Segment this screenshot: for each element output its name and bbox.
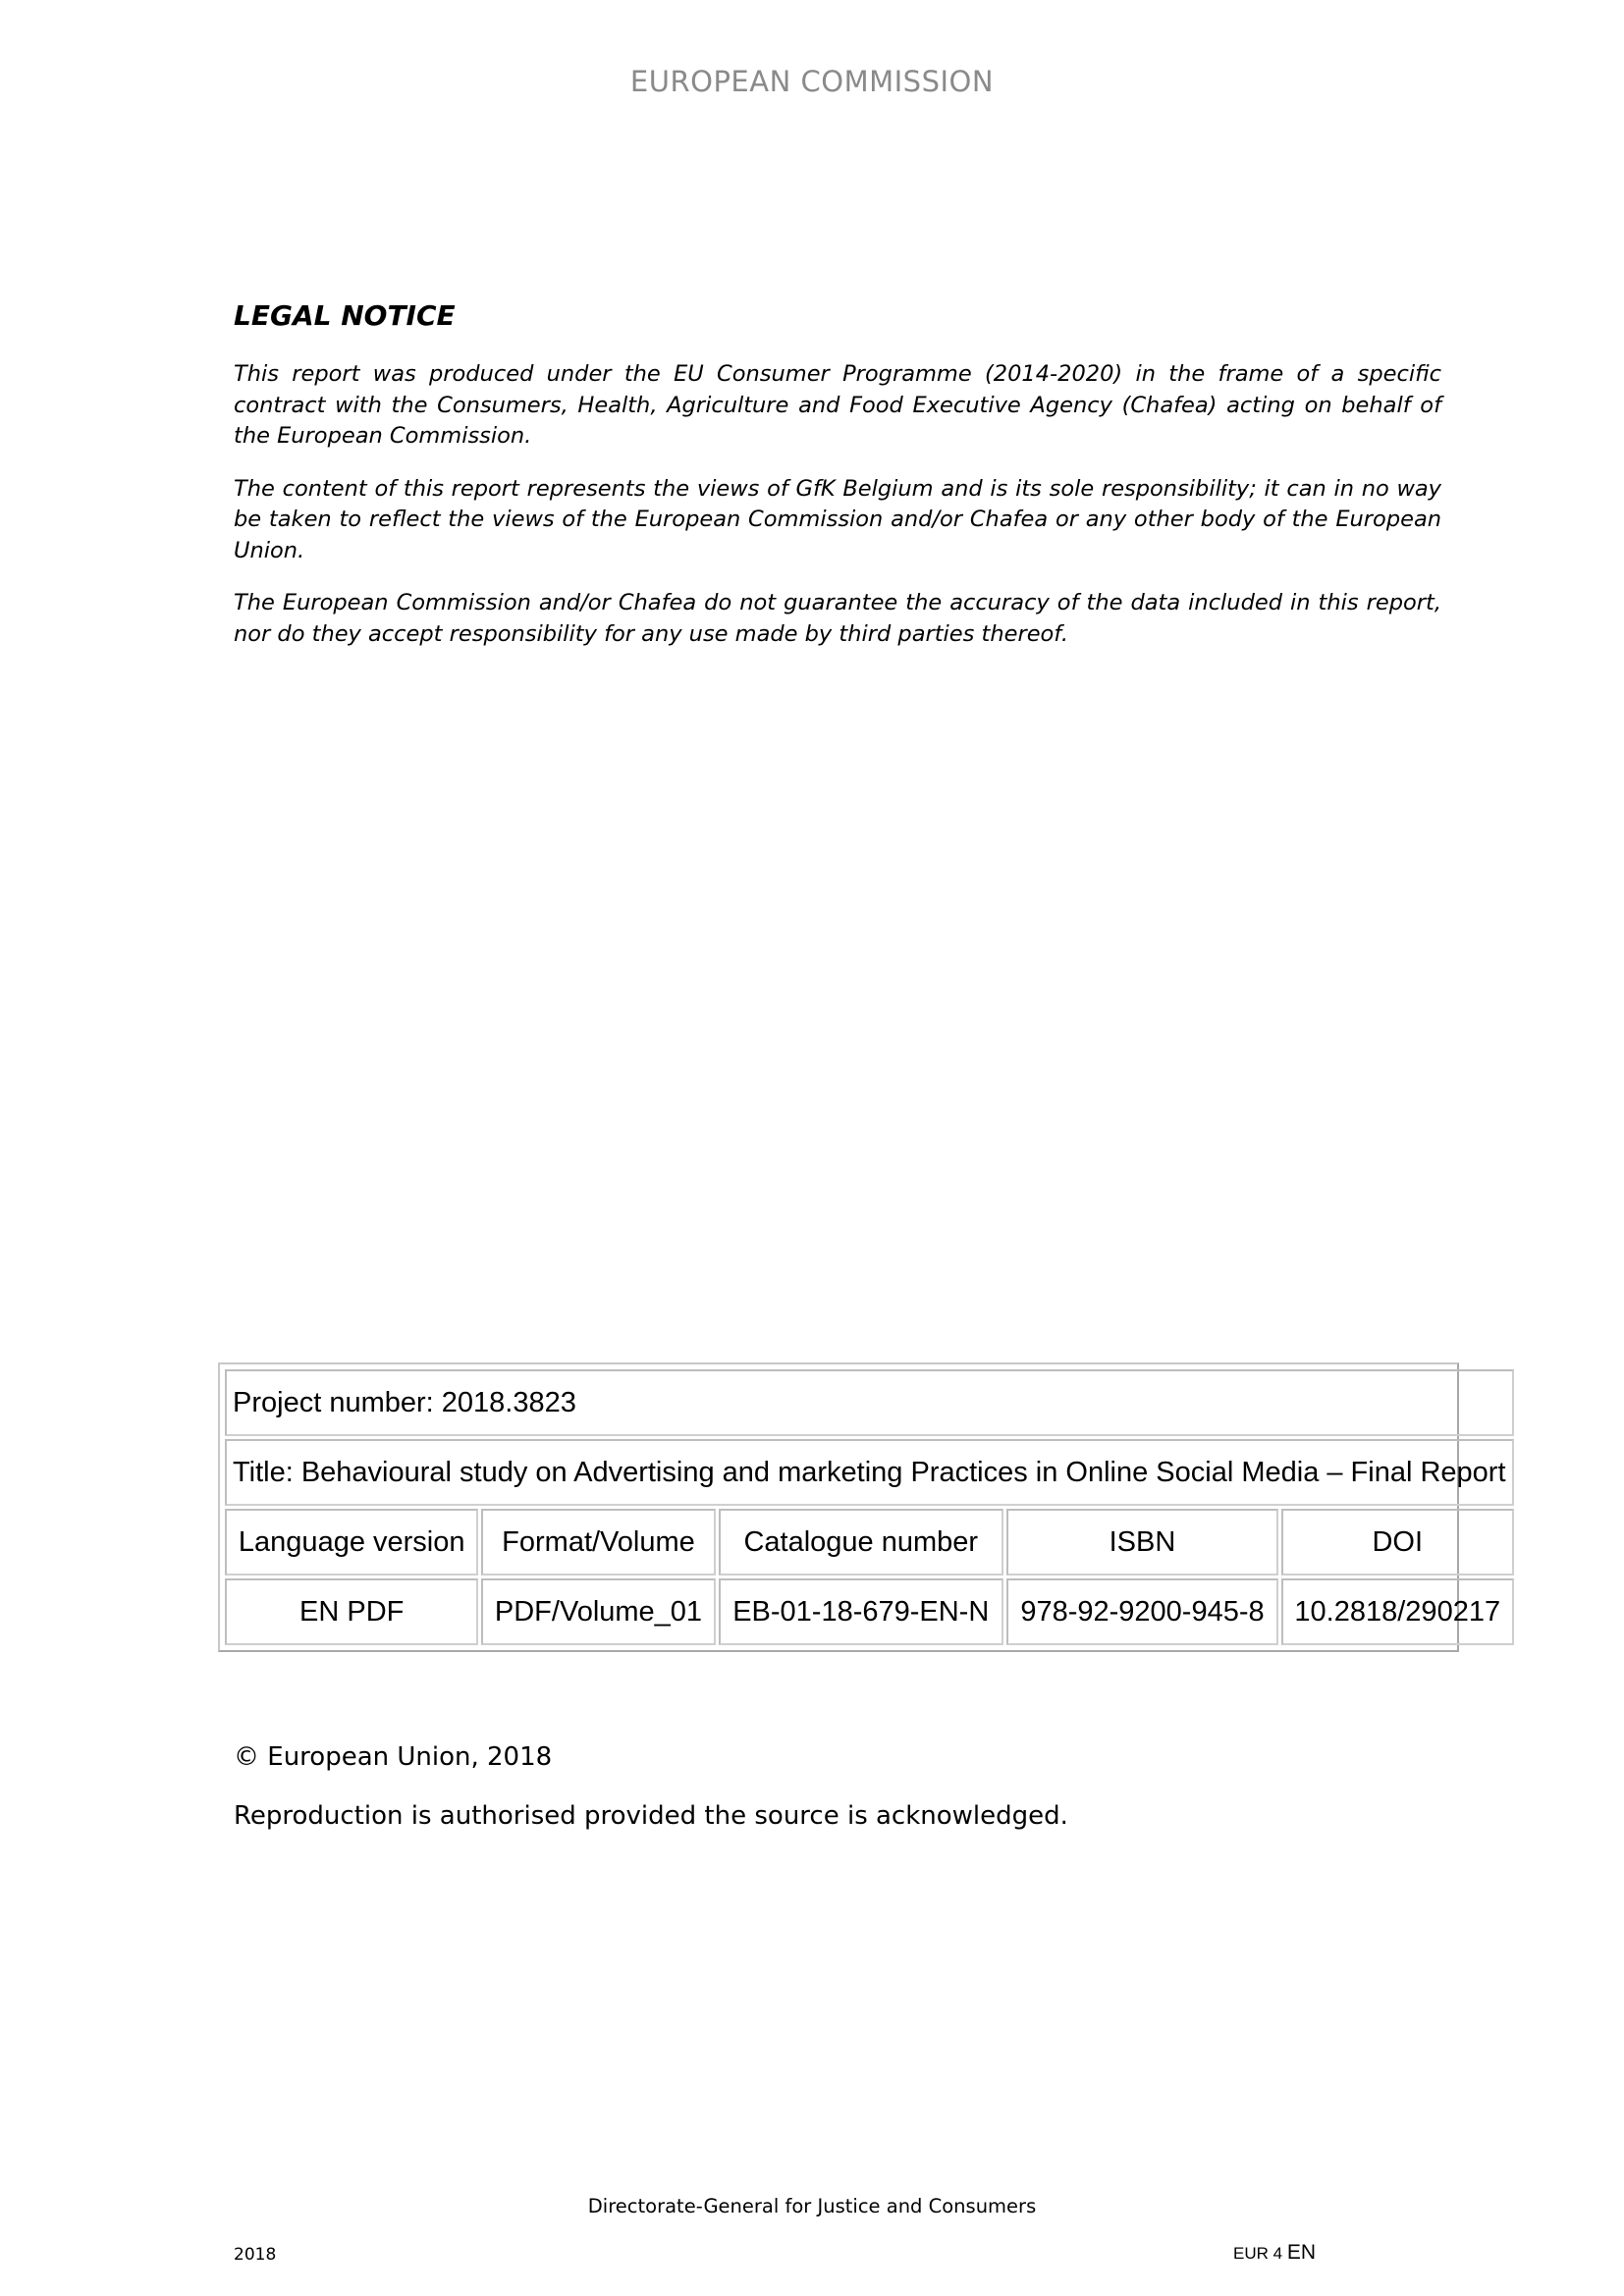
header-format-volume: Format/Volume — [481, 1509, 715, 1575]
publication-info-grid — [222, 1366, 1517, 1648]
header-doi: DOI — [1281, 1509, 1514, 1575]
cell-language-version: EN PDF — [225, 1578, 478, 1645]
table-row — [225, 1369, 1514, 1436]
cell-isbn: 978-92-9200-945-8 — [1006, 1578, 1278, 1645]
footer-eur-prefix: EUR 4 — [1233, 2244, 1283, 2263]
page-header-title: EUROPEAN COMMISSION — [629, 65, 995, 98]
footer-eur-language: EN — [1286, 2241, 1316, 2264]
cell-format-volume: PDF/Volume_01 — [481, 1578, 715, 1645]
legal-notice-heading: LEGAL NOTICE — [234, 299, 456, 332]
reproduction-notice: Reproduction is authorised provided the source is acknowledged. — [234, 1801, 1068, 1831]
legal-notice-section — [234, 296, 1441, 671]
header-catalogue-number: Catalogue number — [719, 1509, 1003, 1575]
project-number-cell: Project number: 2018.3823 — [225, 1369, 1514, 1436]
header-language-version: Language version — [225, 1509, 478, 1575]
table-header-row — [225, 1509, 1514, 1575]
footer-directorate: Directorate-General for Justice and Consumers — [587, 2195, 1037, 2217]
footer-year: 2018 — [234, 2245, 277, 2265]
title-cell: Title: Behavioural study on Advertising and marketing Practices in Online Social Media – Final Report — [225, 1439, 1514, 1506]
table-row — [225, 1578, 1514, 1645]
cell-catalogue-number: EB-01-18-679-EN-N — [719, 1578, 1003, 1645]
cell-doi: 10.2818/290217 — [1281, 1578, 1514, 1645]
legal-notice-paragraph: The European Commission and/or Chafea do not guarantee the accuracy of the data included in this report, nor do they accept responsibility for any use made by third parties thereof. — [234, 590, 1441, 647]
legal-notice-paragraph: This report was produced under the EU Consumer Programme (2014-2020) in the frame of a specific contract with the Consumers, Health, Agriculture and Food Executive Agency (Chafea) acting on behalf of the European Commission. — [234, 361, 1441, 449]
legal-notice-paragraph: The content of this report represents the views of GfK Belgium and is its sole responsibility; it can in no way be taken to reflect the views of the European Commission and/or Chafea or any other body of the European Union. — [234, 475, 1441, 563]
header-isbn: ISBN — [1006, 1509, 1278, 1575]
publication-info-table — [218, 1362, 1506, 1652]
copyright-text: © European Union, 2018 — [234, 1742, 553, 1772]
table-row — [225, 1439, 1514, 1506]
footer-eur-code — [1233, 2241, 1316, 2265]
